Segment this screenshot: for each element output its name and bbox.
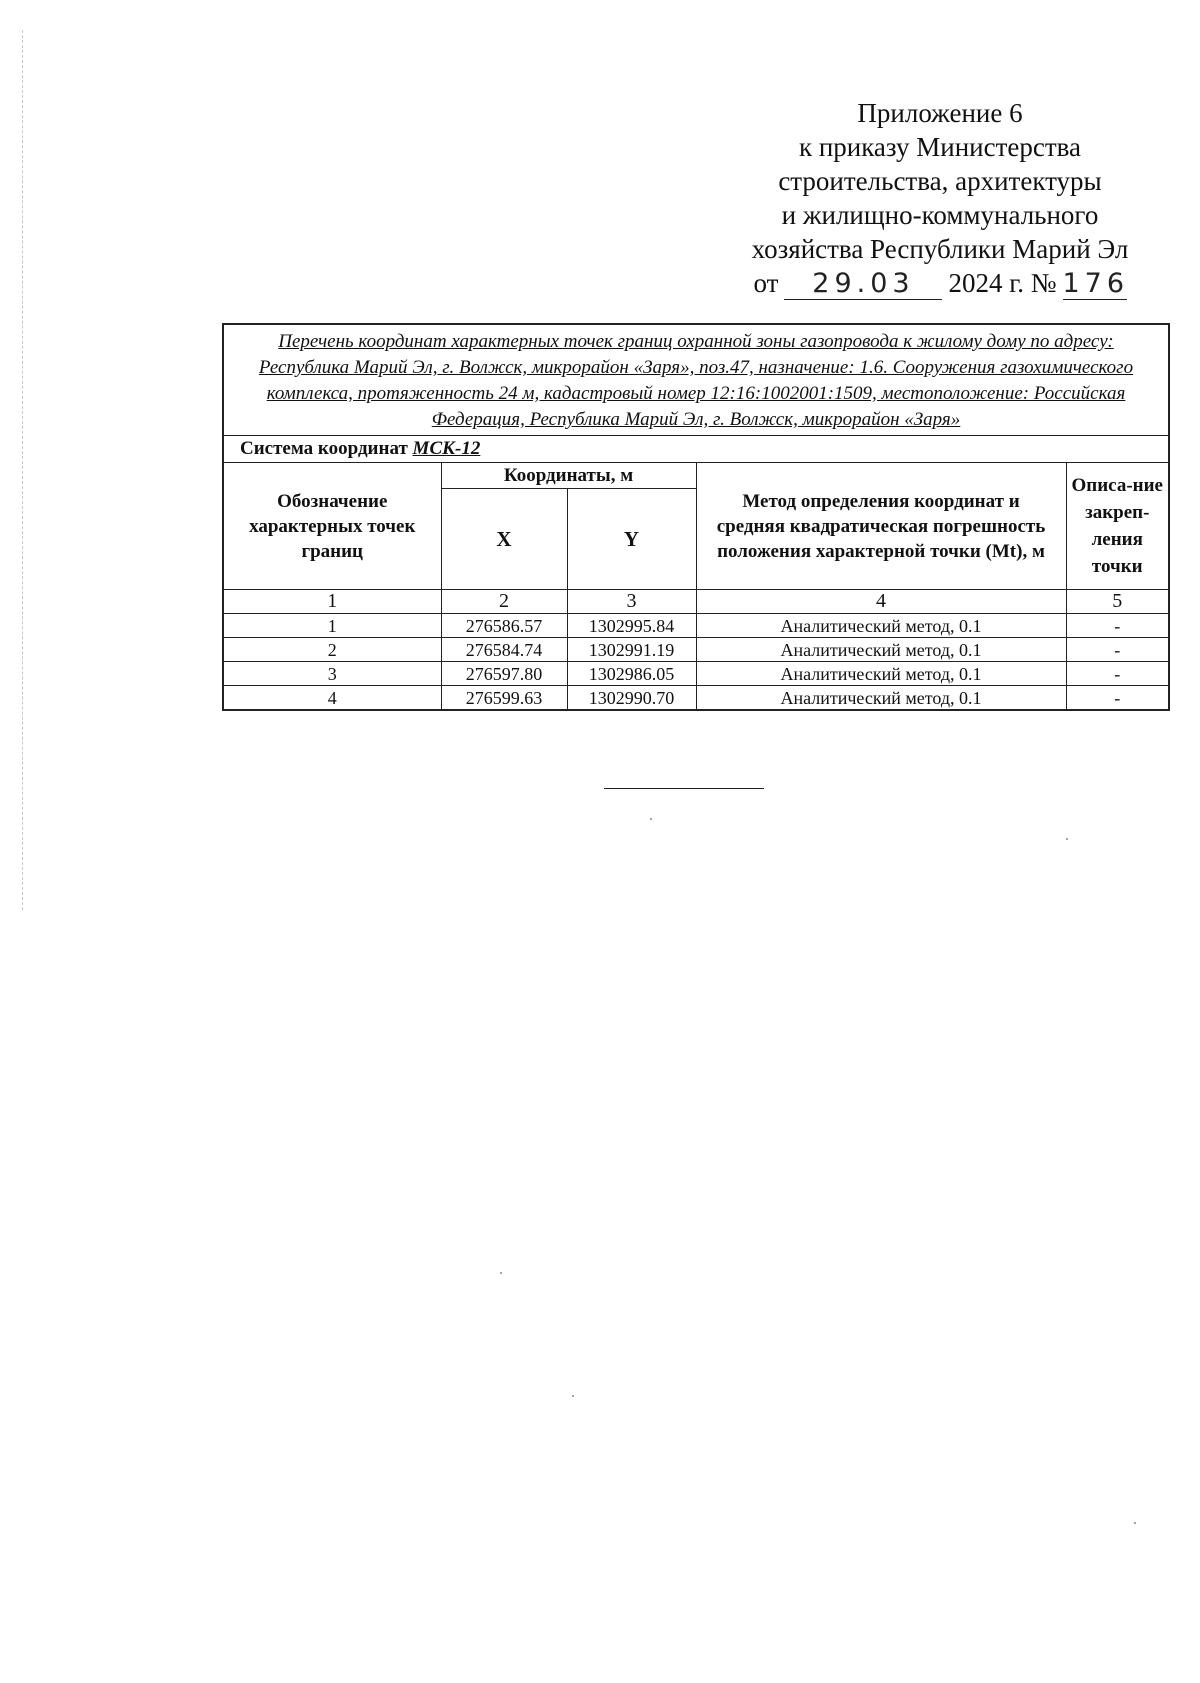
scan-speck (500, 1272, 502, 1274)
header-x: X (441, 489, 567, 590)
point-number: 2 (223, 638, 441, 662)
column-index: 4 (696, 590, 1066, 614)
handwritten-order-number: 176 (1062, 268, 1130, 299)
x-value: 276584.74 (441, 638, 567, 662)
table-row (223, 662, 1169, 686)
table-row (223, 686, 1169, 711)
appendix-header (700, 96, 1180, 300)
point-number: 3 (223, 662, 441, 686)
table-row (223, 638, 1169, 662)
description-value: - (1066, 638, 1169, 662)
coordinate-system-label: Система координат (240, 438, 408, 459)
column-index: 5 (1066, 590, 1169, 614)
header-description: Описа-ние закреп-ления точки (1066, 463, 1169, 590)
header-line: Приложение 6 (857, 98, 1023, 128)
order-date-number-line (700, 266, 1180, 300)
header-line: строительства, архитектуры (778, 166, 1102, 196)
column-index: 2 (441, 590, 567, 614)
x-value: 276586.57 (441, 614, 567, 638)
header-line: и жилищно-коммунального (781, 200, 1099, 230)
header-line: хозяйства Республики Марий Эл (751, 234, 1129, 264)
method-value: Аналитический метод, 0.1 (696, 638, 1066, 662)
coordinate-system-row (223, 436, 1169, 463)
x-value: 276597.80 (441, 662, 567, 686)
closing-separator-line (604, 788, 764, 789)
point-number: 1 (223, 614, 441, 638)
header-y: Y (567, 489, 696, 590)
y-value: 1302995.84 (567, 614, 696, 638)
table-row (223, 614, 1169, 638)
scan-speck (650, 818, 652, 820)
header-coordinates: Координаты, м (441, 463, 696, 489)
year-number-label: 2024 г. № (948, 268, 1057, 298)
handwritten-date: 29.03 (784, 269, 942, 300)
method-value: Аналитический метод, 0.1 (696, 686, 1066, 711)
coordinates-table (222, 323, 1170, 711)
description-value: - (1066, 662, 1169, 686)
x-value: 276599.63 (441, 686, 567, 711)
scan-speck (1134, 1522, 1136, 1524)
scan-speck (572, 1395, 574, 1397)
header-point-designation: Обозначение характерных точек границ (223, 463, 441, 590)
y-value: 1302991.19 (567, 638, 696, 662)
description-value: - (1066, 614, 1169, 638)
y-value: 1302990.70 (567, 686, 696, 711)
header-method: Метод определения координат и средняя квадратическая погрешность положения характерной точки (Mt), м (696, 463, 1066, 590)
scan-speck (1066, 838, 1068, 840)
scan-edge-artifact (22, 30, 23, 910)
method-value: Аналитический метод, 0.1 (696, 614, 1066, 638)
column-index: 3 (567, 590, 696, 614)
header-line: к приказу Министерства (798, 132, 1082, 162)
description-value: - (1066, 686, 1169, 711)
column-index: 1 (223, 590, 441, 614)
from-label: от (753, 268, 779, 298)
column-index-row (223, 590, 1169, 614)
y-value: 1302986.05 (567, 662, 696, 686)
coordinate-system-name: МСК-12 (412, 438, 481, 459)
method-value: Аналитический метод, 0.1 (696, 662, 1066, 686)
point-number: 4 (223, 686, 441, 711)
table-caption: Перечень координат характерных точек границ охранной зоны газопровода к жилому дому по адресу: Республика Марий Эл, г. Волжск, микрорайон «Заря», поз.47, назначение: 1.6. Сооружения газохимического комплекса, протяженность 24 м, кадастровый номер 12:16:1002001:1509, местоположение: Российская Федерация, Республика Марий Эл, г. Волжск, микрорайон «Заря» (223, 324, 1169, 436)
